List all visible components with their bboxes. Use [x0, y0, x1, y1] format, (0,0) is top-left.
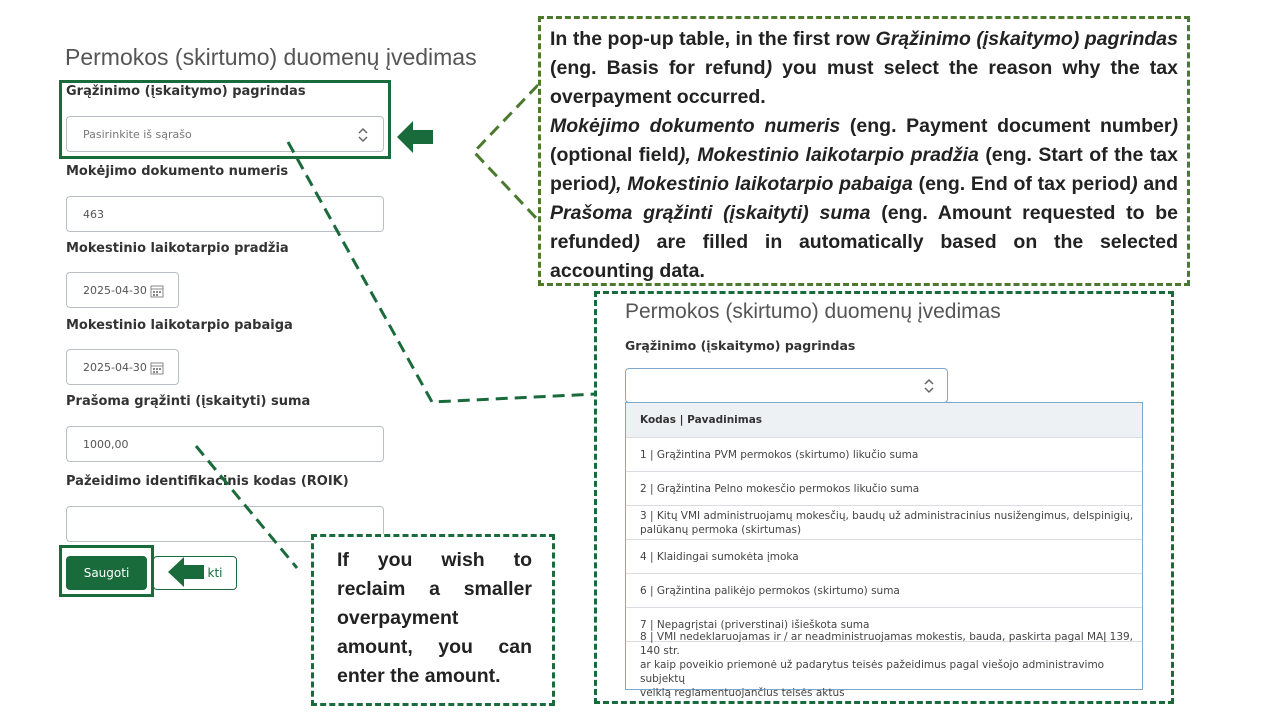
callout-bottom-text: If you wish to reclaim a smaller overpayment amount, you can enter the amount.: [337, 549, 532, 687]
dropdown-option[interactable]: 1 | Grąžintina PVM permokos (skirtumo) likučio suma: [626, 437, 1142, 471]
basis-placeholder: Pasirinkite iš sąrašo: [83, 127, 192, 141]
popup-dropdown-list: [625, 402, 1143, 699]
period-end-label: Mokestinio laikotarpio pabaiga: [66, 318, 293, 333]
period-start-label: Mokestinio laikotarpio pradžia: [66, 241, 289, 256]
dropdown-option[interactable]: 3 | Kitų VMI administruojamų mokesčių, baudų už administracinius nusižengimus, delspinigių, palūkanų permoka (skirtumas): [626, 505, 1142, 539]
dropdown-header: Kodas | Pavadinimas: [626, 403, 1142, 437]
dropdown-option[interactable]: 6 | Grąžintina palikėjo permokos (skirtumo) suma: [626, 573, 1142, 607]
dropdown-option[interactable]: 8 | VMI nedeklaruojamas ir / ar neadministruojamas mokestis, bauda, paskirta pagal MAĮ 139, 140 str. ar kaip poveikio priemonė už padarytus teisės pažeidimus pagal viešojo administravimo subjektų veiklą reglamentuojančius teisės aktus: [626, 641, 1142, 687]
callout-top-text: In the pop-up table, in the first row Grąžinimo (įskaitymo) pagrindas (eng. Basis for refund) you must select the reason why the tax overpayment occurred. Mokėjimo dokumento numeris (eng. Payment document number) (optional field), Mokestinio laikotarpio pradžia (eng. Start of the tax period), Mokestinio laikotarpio pabaiga (eng. End of tax period) and Prašoma grąžinti (įskaityti) suma (eng. Amount requested to be refunded) are filled in automatically based on the selected accounting data.: [550, 28, 1179, 282]
popup-basis-select[interactable]: [625, 368, 948, 403]
chevron-updown-icon: [923, 377, 935, 395]
save-button[interactable]: Saugoti: [66, 556, 147, 590]
doc-number-label: Mokėjimo dokumento numeris: [66, 164, 289, 179]
period-start-value: 2025-04-30: [83, 283, 147, 297]
form-title: Permokos (skirtumo) duomenų įvedimas: [65, 44, 477, 70]
dropdown-option[interactable]: 4 | Klaidingai sumokėta įmoka: [626, 539, 1142, 573]
amount-label: Prašoma grąžinti (įskaityti) suma: [66, 394, 311, 409]
period-end-value: 2025-04-30: [83, 360, 147, 374]
callout-top: [538, 16, 1190, 286]
cancel-button-label: kti: [207, 566, 223, 580]
basis-label: Grąžinimo (įskaitymo) pagrindas: [66, 84, 306, 99]
dropdown-option[interactable]: 7 | Nepagrįstai (priverstinai) išieškota suma: [626, 607, 1142, 641]
dropdown-option[interactable]: 2 | Grąžintina Pelno mokesčio permokos likučio suma: [626, 471, 1142, 505]
popup-basis-label: Grąžinimo (įskaitymo) pagrindas: [625, 338, 856, 353]
popup-preview-frame: [594, 291, 1174, 704]
doc-number-value: 463: [83, 207, 104, 221]
amount-value: 1000,00: [83, 437, 129, 451]
callout-bottom: [311, 534, 555, 706]
popup-title: Permokos (skirtumo) duomenų įvedimas: [625, 300, 1001, 323]
roik-label: Pažeidimo identifikacinis kodas (ROIK): [66, 474, 349, 489]
